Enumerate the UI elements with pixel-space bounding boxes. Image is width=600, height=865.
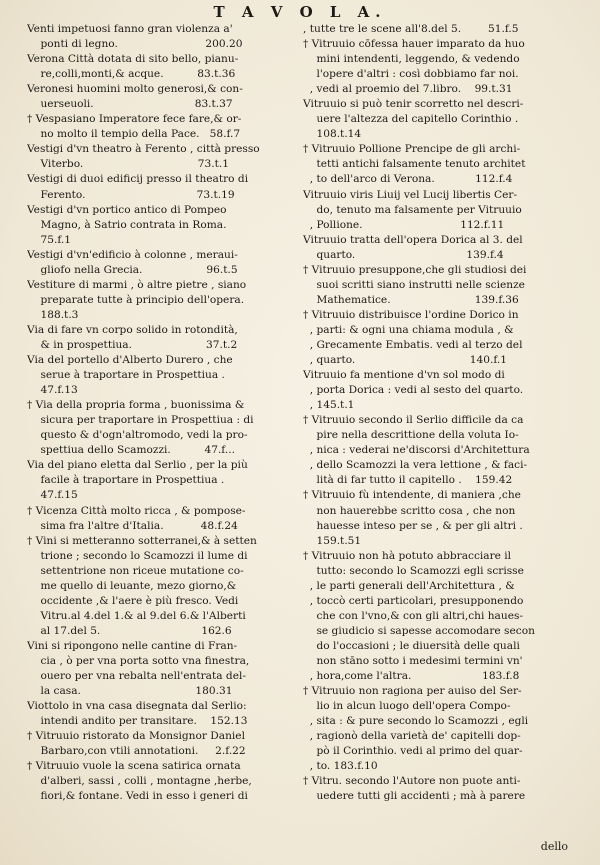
index-entry-line: non hauerebbe scritto cosa , che non	[303, 504, 516, 517]
index-column-right	[303, 22, 575, 804]
index-entry-line: facile à traportare in Prospettiua .	[27, 474, 225, 487]
index-entry-line: † Vitruuio fù intendente, di maniera ,che	[303, 489, 521, 502]
index-entry-line: , toccò certi particolari, presupponendo	[303, 594, 524, 607]
index-entry-line: † Vini si metteranno sotterranei,& à setten	[27, 534, 257, 547]
index-entry-line: Vitruuio viris Liuij vel Lucij libertis Cer-	[303, 188, 518, 201]
index-entry-line: , to dell'arco di Verona. 112.f.4	[303, 173, 513, 186]
index-entry-line: settentrione non riceue mutatione co-	[27, 564, 244, 577]
index-entry-line: Vitruuio tratta dell'opera Dorica al 3. del	[303, 233, 523, 246]
index-entry-line: l'opere d'altri : così dobbiamo far noi.	[303, 68, 519, 81]
index-entry-line: , sita : & pure secondo lo Scamozzi , egli	[303, 715, 529, 728]
index-entry-line: , tutte tre le scene all'8.del 5. 51.f.5	[303, 23, 519, 35]
index-entry-line: lio in alcun luogo dell'opera Compo-	[303, 700, 511, 713]
index-entry-line: , parti: & ogni una chiama modula , &	[303, 323, 514, 336]
page-header: T A V O L A.	[213, 3, 387, 21]
index-entry-line: Vini si ripongono nelle cantine di Fran-	[27, 639, 238, 652]
index-entry-line: † Vitruuio non hà potuto abbracciare il	[303, 549, 512, 562]
index-entry-line: cia , ò per vna porta sotto vna finestra,	[27, 654, 250, 667]
index-entry-line: se giudicio si sapesse accomodare secon	[303, 624, 535, 637]
index-entry-line: † Vitruuio distribuisce l'ordine Dorico in	[303, 308, 519, 321]
index-entry-line: al 17.del 5. 162.6	[27, 624, 232, 637]
index-entry-line: Vitruuio si può tenir scorretto nel descri-	[303, 98, 524, 111]
index-entry-line: non stāno sotto i medesimi termini vn'	[303, 654, 523, 667]
index-entry-line: gliofo nella Grecia. 96.t.5	[27, 263, 238, 276]
index-entry-line: ouero per vna rebalta nell'entrata del-	[27, 670, 246, 683]
index-entry-line: , ragionò della varietà de' capitelli dop-	[303, 730, 521, 743]
index-entry-line: † Vitruuio ristorato da Monsignor Daniel	[27, 730, 245, 743]
index-entry-line: Vitruuio fa mentione d'vn sol modo di	[303, 369, 505, 382]
index-entry-line: , vedi al proemio del 7.libro. 99.t.31	[303, 83, 513, 96]
index-entry-line: tetti antichi falsamente tenuto architet	[303, 158, 526, 171]
index-entry-line: uere l'altezza del capitello Corinthio .	[303, 113, 519, 126]
index-entry-line: do, tenuto ma falsamente per Vitruuio	[303, 203, 522, 216]
index-entry-line: , nica : vederai ne'discorsi d'Architettura	[303, 444, 530, 457]
index-entry-line: re,colli,monti,& acque. 83.t.36	[27, 68, 236, 81]
index-entry-line: suoi scritti siano instrutti nelle scienze	[303, 278, 525, 291]
index-entry-line: Vestigi d'vn theatro à Ferento , città presso	[27, 143, 260, 156]
index-entry-line: occidente ,& l'aere è più fresco. Vedi	[27, 594, 239, 607]
index-entry-line: pò il Corinthio. vedi al primo del quar-	[303, 745, 523, 758]
index-entry-line: tutto: secondo lo Scamozzi egli scrisse	[303, 564, 524, 577]
index-entry-line: quarto. 139.f.4	[303, 248, 504, 261]
index-entry-line: , Pollione. 112.f.11	[303, 218, 505, 231]
index-entry-line: hauesse inteso per se , & per gli altri .	[303, 519, 523, 532]
index-entry-line: , hora,come l'altra. 183.f.8	[303, 670, 520, 683]
index-entry-line: Via di fare vn corpo solido in rotondità,	[27, 323, 238, 336]
index-entry-line: ponti di legno. 200.20	[27, 38, 243, 51]
index-entry-line: † Vitruuio non ragiona per auiso del Ser-	[303, 685, 522, 698]
index-entry-line: Viterbo. 73.t.1	[27, 158, 229, 171]
index-entry-line: † Vitruuio vuole la scena satirica ornata	[27, 760, 241, 773]
index-entry-line: uerseuoli. 83.t.37	[27, 98, 233, 111]
index-entry-line: , le parti generali dell'Architettura , &	[303, 579, 515, 592]
index-entry-line: Veronesi huomini molto generosi,& con-	[27, 83, 243, 96]
index-entry-line: , quarto. 140.f.1	[303, 354, 508, 367]
index-entry-line: spettiua dello Scamozzi. 47.f...	[27, 444, 235, 457]
index-entry-line: do l'occasioni ; le diuersità delle quali	[303, 639, 520, 652]
index-entry-line: sima fra l'altre d'Italia. 48.f.24	[27, 519, 238, 532]
index-entry-line: Venti impetuosi fanno gran violenza a'	[27, 23, 233, 35]
index-entry-line: † Vespasiano Imperatore fece fare,& or-	[27, 113, 242, 126]
index-entry-line: Vitru.al 4.del 1.& al 9.del 6.& l'Alberti	[27, 609, 246, 622]
index-entry-line: † Vitruuio presuppone,che gli studiosi dei	[303, 263, 527, 276]
index-entry-line: 47.f.15	[27, 489, 78, 502]
index-entry-line: , to. 183.f.10	[303, 760, 378, 773]
index-entry-line: † Vitru. secondo l'Autore non puote anti-	[303, 775, 521, 788]
index-entry-line: 75.f.1	[27, 233, 71, 246]
index-entry-line: serue à traportare in Prospettiua .	[27, 369, 225, 382]
index-entry-line: no molto il tempio della Pace. 58.f.7	[27, 128, 241, 141]
index-entry-line: † Vitruuio Pollione Prencipe de gli archi-	[303, 143, 521, 156]
index-entry-line: fiori,& fontane. Vedi in esso i generi di	[27, 790, 248, 803]
index-entry-line: Barbaro,con vtili annotationi. 2.f.22	[27, 745, 246, 758]
index-entry-line: preparate tutte à principio dell'opera.	[27, 293, 245, 306]
index-entry-line: , porta Dorica : vedi al sesto del quarto.	[303, 384, 524, 397]
index-entry-line: la casa. 180.31	[27, 685, 233, 698]
index-entry-line: Verona Città dotata di sito bello, pianu-	[27, 53, 239, 66]
index-entry-line: Magno, à Satrio contrata in Roma.	[27, 218, 227, 231]
index-entry-line: Mathematice. 139.f.36	[303, 293, 519, 306]
index-entry-line: d'alberi, sassi , colli , montagne ,herbe,	[27, 775, 252, 788]
index-entry-line: † Vitruuio cōfessa hauer imparato da huo	[303, 38, 525, 51]
index-entry-line: , Grecamente Embatis. vedi al terzo del	[303, 338, 523, 351]
index-column-left	[27, 22, 292, 804]
index-entry-line: Ferento. 73.t.19	[27, 188, 235, 201]
index-entry-line: † Vitruuio secondo il Serlio difficile da ca	[303, 414, 524, 427]
index-entry-line: & in prospettiua. 37.t.2	[27, 338, 238, 351]
index-entry-line: Vestigi di duoi edificij presso il theatro di	[27, 173, 249, 186]
index-entry-line: Via del portello d'Alberto Durero , che	[27, 354, 233, 367]
index-entry-line: sicura per traportare in Prospettiua : di	[27, 414, 254, 427]
index-entry-line: Vestigi d'vn'edificio à colonne , meraui-	[27, 248, 238, 261]
index-entry-line: 159.t.51	[303, 534, 362, 547]
index-entry-line: che con l'vno,& con gli altri,chi haues-	[303, 609, 523, 622]
index-entry-line: , 145.t.1	[303, 399, 355, 412]
index-entry-line: trione ; secondo lo Scamozzi il lume di	[27, 549, 248, 562]
index-entry-line: me quello di leuante, mezo giorno,&	[27, 579, 237, 592]
index-entry-line: Viottolo in vna casa disegnata dal Serlio:	[27, 700, 247, 713]
index-entry-line: † Vicenza Città molto ricca , & pompose-	[27, 504, 246, 517]
index-entry-line: lità di far tutto il capitello . 159.42	[303, 474, 513, 487]
index-entry-line: † Via della propria forma , buonissima &	[27, 399, 245, 412]
index-entry-line: Vestigi d'vn portico antico di Pompeo	[27, 203, 227, 216]
catchword: dello	[540, 840, 568, 853]
index-entry-line: questo & d'ogn'altromodo, vedi la pro-	[27, 429, 248, 442]
index-entry-line: 47.f.13	[27, 384, 78, 397]
index-entry-line: intendi andito per transitare. 152.13	[27, 715, 248, 728]
index-entry-line: 108.t.14	[303, 128, 362, 141]
index-entry-line: mini intendenti, leggendo, & vedendo	[303, 53, 520, 66]
index-entry-line: Vestiture di marmi , ò altre pietre , siano	[27, 278, 247, 291]
index-entry-line: 188.t.3	[27, 308, 79, 321]
index-entry-line: uedere tutti gli accidenti ; mà à parere	[303, 790, 526, 803]
index-entry-line: Via del piano eletta dal Serlio , per la più	[27, 459, 248, 472]
index-entry-line: pire nella descrittione della voluta Io-	[303, 429, 519, 442]
index-entry-line: , dello Scamozzi la vera lettione , & faci-	[303, 459, 528, 472]
